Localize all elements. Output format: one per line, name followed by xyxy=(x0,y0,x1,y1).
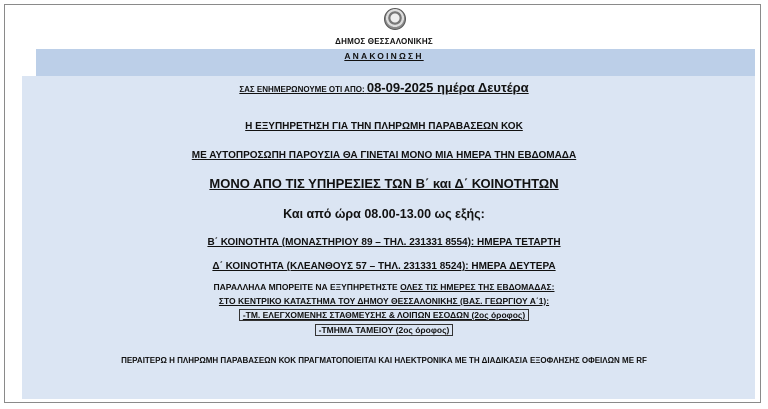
parallel-line xyxy=(0,282,768,292)
intro-prefix: ΣΑΣ ΕΝΗΜΕΡΩΝΟΥΜΕ ΟΤΙ ΑΠΟ: xyxy=(239,85,365,94)
communities-line: ΜΟΝΟ ΑΠΟ ΤΙΣ ΥΠΗΡΕΣΙΕΣ ΤΩΝ Β΄ και Δ΄ ΚΟΙΝΟΤΗΤΩΝ xyxy=(209,176,559,191)
dept-parking: -ΤΜ. ΕΛΕΓΧΟΜΕΝΗΣ ΣΤΑΘΜΕΥΣΗΣ & ΛΟΙΠΩΝ ΕΣΟΔΩΝ (2ος όροφος) xyxy=(239,309,529,321)
dept-treasury-line xyxy=(0,325,768,335)
intro-date: 08-09-2025 ημέρα Δευτέρα xyxy=(366,80,529,95)
announcement-title: ΑΝΑΚΟΙΝΩΣΗ xyxy=(344,51,424,61)
community-b-line: Β΄ ΚΟΙΝΟΤΗΤΑ (ΜΟΝΑΣΤΗΡΙΟΥ 89 – ΤΗΛ. 231331 8554): ΗΜΕΡΑ ΤΕΤΑΡΤΗ xyxy=(207,237,561,248)
dept-parking-line xyxy=(0,310,768,320)
municipality-name: ΔΗΜΟΣ ΘΕΣΣΑΛΟΝΙΚΗΣ xyxy=(335,37,433,46)
parallel-prefix: ΠΑΡΑΛΛΗΛΑ ΜΠΟΡΕΙΤΕ ΝΑ ΕΞΥΠΗΡΕΤΗΣΤΕ xyxy=(213,282,398,292)
in-person-line: ΜΕ ΑΥΤΟΠΡΟΣΩΠΗ ΠΑΡΟΥΣΙΑ ΘΑ ΓΙΝΕΤΑΙ ΜΟΝΟ ΜΙΑ ΗΜΕΡΑ ΤΗΝ ΕΒΔΟΜΑΔΑ xyxy=(191,150,577,161)
parallel-emphasis: ΟΛΕΣ ΤΙΣ ΗΜΕΡΕΣ ΤΗΣ ΕΒΔΟΜΑΔΑΣ: xyxy=(400,282,555,292)
dept-treasury: -ΤΜΗΜΑ ΤΑΜΕΙΟΥ (2ος όροφος) xyxy=(315,324,454,336)
hours-line: Και από ώρα 08.00-13.00 ως εξής: xyxy=(283,207,485,221)
footer-note: ΠΕΡΑΙΤΕΡΩ Η ΠΛΗΡΩΜΗ ΠΑΡΑΒΑΣΕΩΝ ΚΟΚ ΠΡΑΓΜΑΤΟΠΟΙΕΙΤΑΙ ΚΑΙ ΗΛΕΚΤΡΟΝΙΚΑ ΜΕ ΤΗ ΔΙΑΔΙΚΑΣΙΑ ΕΞΟΦΛΗΣΗΣ ΟΦΕΙΛΩΝ ΜΕ RF xyxy=(121,356,647,365)
intro-line xyxy=(0,80,768,95)
central-store-line: ΣΤΟ ΚΕΝΤΡΙΚΟ ΚΑΤΑΣΤΗΜΑ ΤΟΥ ΔΗΜΟΥ ΘΕΣΣΑΛΟΝΙΚΗΣ (ΒΑΣ. ΓΕΩΡΓΙΟΥ Α΄1): xyxy=(218,296,550,306)
municipality-seal-icon xyxy=(384,8,406,30)
payment-service-line: Η ΕΞΥΠΗΡΕΤΗΣΗ ΓΙΑ ΤΗΝ ΠΛΗΡΩΜΗ ΠΑΡΑΒΑΣΕΩΝ ΚΟΚ xyxy=(245,121,523,132)
community-d-line: Δ΄ ΚΟΙΝΟΤΗΤΑ (ΚΛΕΑΝΘΟΥΣ 57 – ΤΗΛ. 231331 8524): ΗΜΕΡΑ ΔΕΥΤΕΡΑ xyxy=(212,261,556,272)
